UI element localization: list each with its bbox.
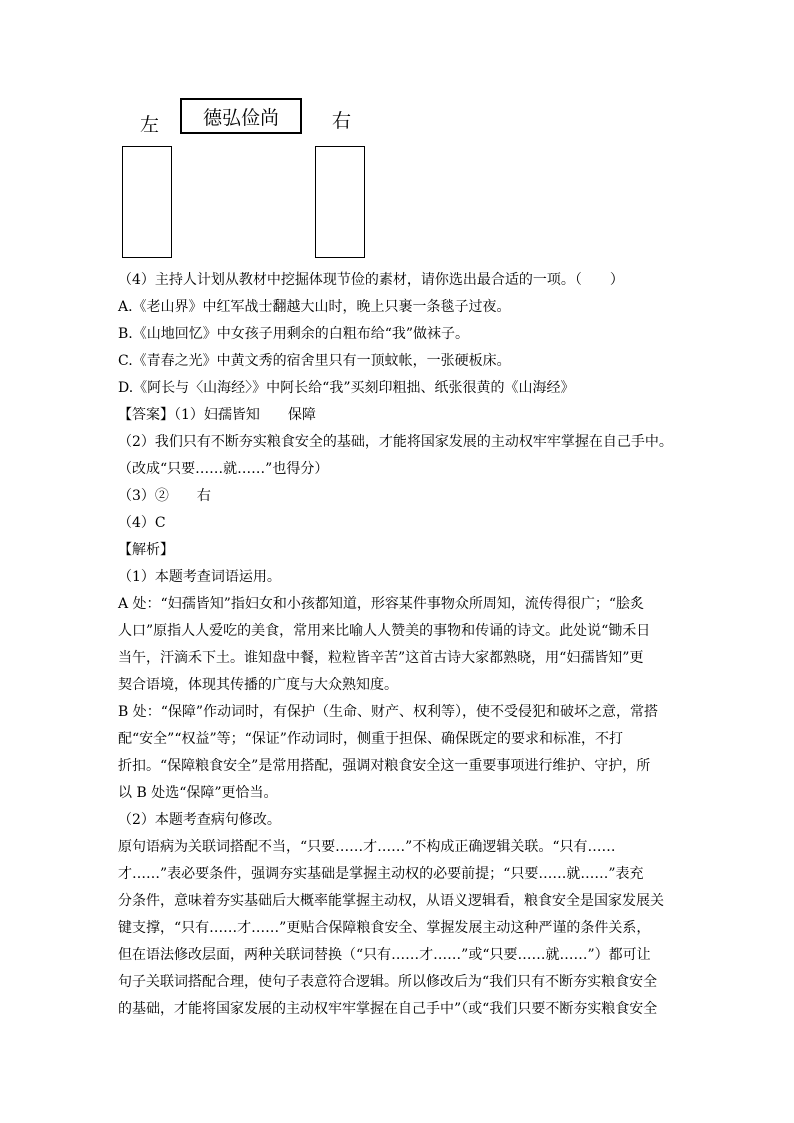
analysis-text-line: 当午，汗滴禾下土。谁知盘中餐，粒粒皆辛苦”这首古诗大家都熟晓，用“妇孺皆知”更 — [118, 650, 644, 666]
question-4-stem: （4）主持人计划从教材中挖掘体现节俭的素材，请你选出最合适的一项。（ ） — [118, 272, 624, 288]
analysis-text-line: B 处：“保障”作动词时，有保护（生命、财产、权利等），使不受侵犯和破坏之意，常搭 — [118, 704, 659, 720]
analysis-2-title: （2）本题考查病句修改。 — [118, 812, 281, 828]
analysis-1-title: （1）本题考查词语运用。 — [118, 569, 281, 585]
analysis-text-line: 句子关联词搭配合理，使句子表意符合逻辑。所以修改后为“我们只有不断夯实粮食安全 — [118, 974, 658, 990]
analysis-text-line: 的基础，才能将国家发展的主动权牢牢掌握在自己手中”（或“我们只要不断夯实粮食安全 — [118, 1001, 658, 1017]
answer-2-note: （改成“只要……就……”也得分） — [118, 461, 329, 477]
couplet-banner-text: 德弘俭尚 — [202, 106, 279, 129]
couplet-left-label: 左 — [140, 114, 160, 136]
answer-4: （4）C — [118, 515, 166, 531]
option-d: D.《阿长与〈山海经〉》中阿长给“我”买刻印粗拙、纸张很黄的《山海经》 — [118, 380, 575, 396]
answer-2: （2）我们只有不断夯实粮食安全的基础，才能将国家发展的主动权牢牢掌握在自己手中。 — [118, 434, 673, 450]
analysis-text-line: 以 B 处选“保障”更恰当。 — [118, 785, 278, 801]
couplet-right-scroll-box — [315, 146, 365, 258]
analysis-text-line: 分条件，意味着夯实基础后大概率能掌握主动权，从语义逻辑看，粮食安全是国家发展关 — [118, 893, 664, 909]
analysis-text-line: 契合语境，体现其传播的广度与大众熟知度。 — [118, 677, 398, 693]
option-c: C.《青春之光》中黄文秀的宿舍里只有一顶蚊帐，一张硬板床。 — [118, 353, 511, 369]
analysis-text-line: 才……”表必要条件，强调夯实基础是掌握主动权的必要前提；“只要……就……”表充 — [118, 866, 644, 882]
analysis-text-line: A 处：“妇孺皆知”指妇女和小孩都知道，形容某件事物众所周知，流传得很广；“脍炙 — [118, 596, 645, 612]
couplet-right-label: 右 — [332, 110, 352, 132]
option-a: A.《老山界》中红军战士翻越大山时，晚上只裹一条毯子过夜。 — [118, 299, 511, 315]
analysis-text-line: 折扣。“保障粮食安全”是常用搭配，强调对粮食安全这一重要事项进行维护、守护，所 — [118, 758, 651, 774]
couplet-banner — [180, 98, 302, 134]
analysis-header: 【解析】 — [118, 542, 174, 558]
analysis-text-line: 键支撑，“只有……才……”更贴合保障粮食安全、掌握发展主动这种严谨的条件关系， — [118, 920, 651, 936]
analysis-text-line: 人口”原指人人爱吃的美食，常用来比喻人人赞美的事物和传诵的诗文。此处说“锄禾日 — [118, 623, 651, 639]
couplet-left-scroll-box — [122, 146, 172, 258]
analysis-text-line: 但在语法修改层面，两种关联词替换（“只有……才……”或“只要……就……”）都可让 — [118, 947, 651, 963]
option-b: B.《山地回忆》中女孩子用剩余的白粗布给“我”做袜子。 — [118, 326, 470, 342]
analysis-text-line: 配“安全”“权益”等；“保证”作动词时，侧重于担保、确保既定的要求和标准，不打 — [118, 731, 623, 747]
analysis-text-line: 原句语病为关联词搭配不当，“只要……才……”不构成正确逻辑关联。“只有…… — [118, 839, 616, 855]
answer-3: （3）② 右 — [118, 488, 211, 504]
answer-header-line: 【答案】（1）妇孺皆知 保障 — [118, 407, 316, 423]
